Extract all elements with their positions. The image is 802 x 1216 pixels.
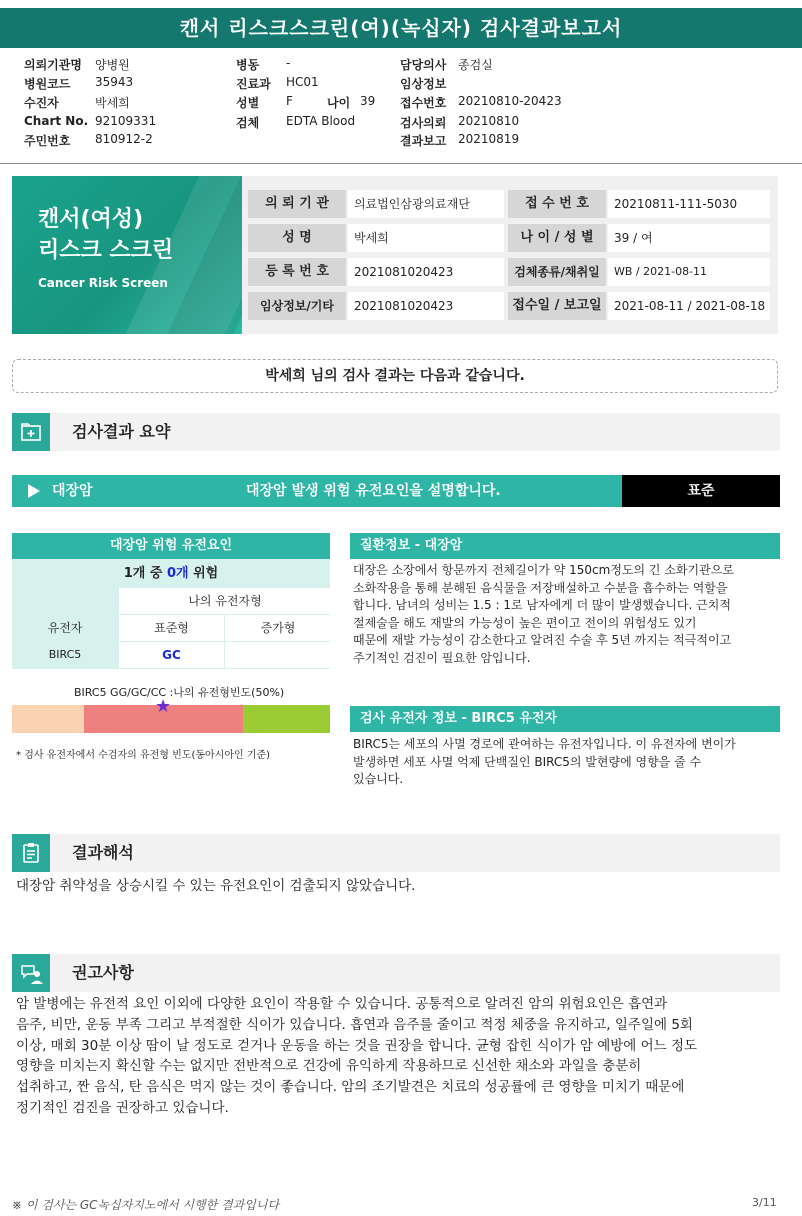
- header-value: 양병원: [95, 58, 130, 72]
- text-line: 영향을 미치는지 확신할 수는 없지만 전반적으로 건강에 유익하게 작용하므로 신선한 채소와 과일을 충분히: [16, 1058, 642, 1075]
- text-line: 섭취하고, 짠 음식, 탄 음식은 먹지 않는 것이 좋습니다. 암의 조기발견은 치료의 성공률에 큰 영향을 미치기 때문에: [16, 1079, 685, 1096]
- header-label: 임상정보: [400, 77, 447, 91]
- info-label: 등 록 번 호: [248, 258, 346, 286]
- page-number: 3/11: [752, 1196, 777, 1209]
- report-header: [0, 52, 802, 164]
- section-interpretation: [12, 834, 780, 872]
- info-value: 2021081020423: [348, 258, 504, 286]
- section-title: 결과해석: [72, 843, 134, 862]
- text-line: 암 발병에는 유전적 요인 이외에 다양한 요인이 작용할 수 있습니다. 공통적으로 알려진 암의 위험요인은 흡연과: [16, 996, 668, 1012]
- header-label: 접수번호: [400, 96, 447, 110]
- header-value: 35943: [95, 75, 134, 89]
- info-label: 성 명: [248, 224, 346, 252]
- info-value: 2021-08-11 / 2021-08-18: [608, 292, 770, 320]
- text-line: 주기적인 검진이 필요한 암입니다.: [353, 650, 531, 665]
- header-value: 39: [360, 94, 376, 108]
- info-value: 의료법인삼광의료재단: [348, 190, 504, 218]
- section-title: 검사결과 요약: [72, 422, 171, 441]
- genotype-frequency-bar: [12, 696, 330, 733]
- risk-count-value: 0개: [166, 566, 189, 581]
- consultation-icon: [12, 954, 50, 992]
- header-value: 92109331: [95, 114, 157, 128]
- header-value: 종검실: [458, 58, 493, 72]
- risk-count: [12, 561, 330, 587]
- header-value: 박세희: [95, 96, 130, 110]
- col-increase-header: 증가형: [225, 615, 331, 641]
- text-line: 때문에 재발 가능성이 감소한다고 알려진 수술 후 5년 까지는 적극적이고: [353, 633, 732, 647]
- risk-count-prefix: 1개 중: [123, 566, 163, 581]
- patient-info-table: [242, 176, 778, 334]
- cancer-result-bar: [12, 475, 780, 507]
- cancer-description: 대장암 발생 위험 유전요인을 설명합니다.: [246, 483, 501, 499]
- disease-info-header: 질환정보 - 대장암: [350, 533, 780, 559]
- header-value: EDTA Blood: [286, 114, 356, 128]
- cancer-name: 대장암: [52, 483, 93, 499]
- text-line: 발생하면 세포 사멸 억제 단백질인 BIRC5의 발현량에 영향을 줄 수: [353, 754, 702, 769]
- info-label: 접 수 번 호: [508, 190, 606, 218]
- text-line: BIRC5는 세포의 사멸 경로에 관여하는 유전자입니다. 이 유전자에 변이가: [353, 737, 736, 751]
- info-label: 접수일 / 보고일: [508, 292, 606, 320]
- info-label: 임상정보/기타: [248, 292, 346, 320]
- header-label: 담당의사: [400, 58, 447, 72]
- info-value: 20210811-111-5030: [608, 190, 770, 218]
- report-title: 캔서 리스크스크린(여)(녹십자) 검사결과보고서: [0, 8, 802, 48]
- header-label: 성별: [236, 96, 260, 110]
- section-summary: [12, 413, 780, 451]
- header-label: 수진자: [24, 96, 59, 110]
- play-arrow-icon: [28, 484, 40, 498]
- col-gene-header: 유전자: [47, 621, 83, 635]
- text-line: 이상, 매회 30분 이상 땀이 날 정도로 걷거나 운동을 하는 것을 권장을 합니다. 균형 잡힌 식이가 암 예방에 어느 정도: [16, 1037, 698, 1054]
- banner-title-line1: 캔서(여성): [38, 207, 144, 232]
- banner-english-title: Cancer Risk Screen: [38, 276, 168, 290]
- header-label: 진료과: [236, 77, 271, 91]
- info-value: WB / 2021-08-11: [608, 258, 770, 286]
- header-label: Chart No.: [24, 114, 89, 128]
- frequency-segment: [12, 705, 84, 733]
- header-value: 20210810: [458, 114, 520, 128]
- info-value: 2021081020423: [348, 292, 504, 320]
- my-genotype-header: 나의 유전자형: [119, 588, 331, 614]
- info-value: 박세희: [348, 224, 504, 252]
- clipboard-icon: [12, 834, 50, 872]
- header-label: 결과보고: [400, 134, 447, 148]
- header-value: 810912-2: [95, 132, 153, 146]
- gene-increase-cell: [225, 642, 331, 668]
- header-label: 병동: [236, 58, 260, 72]
- gene-info-body: [353, 736, 778, 789]
- folder-plus-icon: [12, 413, 50, 451]
- disease-info-body: [353, 562, 778, 667]
- genotype-frequency-label: BIRC5 GG/GC/CC :나의 유전형빈도(50%): [74, 686, 285, 699]
- header-value: 20210819: [458, 132, 520, 146]
- header-value: 20210810-20423: [458, 94, 562, 108]
- info-label: 검체종류/채취일: [508, 258, 606, 286]
- info-label: 나 이 / 성 별: [508, 224, 606, 252]
- gene-name-cell: BIRC5: [48, 648, 82, 661]
- frequency-segment: [243, 705, 330, 733]
- gene-info-header: 검사 유전자 정보 - BIRC5 유전자: [350, 706, 780, 732]
- info-value: 39 / 여: [608, 224, 770, 252]
- header-value: F: [286, 94, 293, 108]
- header-label: 나이: [327, 96, 351, 110]
- header-value: -: [286, 56, 291, 70]
- text-line: 합니다. 남녀의 성비는 1.5 : 1로 남자에게 더 많이 발생했습니다. 근치적: [353, 598, 731, 612]
- my-genotype-marker-icon: ★: [155, 696, 172, 717]
- header-label: 주민번호: [24, 134, 71, 148]
- section-recommendation: [12, 954, 780, 992]
- gene-standard-cell: GC: [119, 642, 224, 668]
- header-label: 검사의뢰: [400, 116, 447, 130]
- section-title: 권고사항: [72, 963, 134, 982]
- text-line: 음주, 비만, 운동 부족 그리고 부적절한 식이가 있습니다. 흡연과 음주를 줄이고 적정 체중을 유지하고, 일주일에 5회: [16, 1016, 693, 1033]
- text-line: 정기적인 검진을 권장하고 있습니다.: [16, 1099, 229, 1116]
- header-label: 의뢰기관명: [24, 58, 82, 72]
- risk-count-suffix: 위험: [193, 566, 219, 581]
- recommendation-text: [16, 994, 780, 1119]
- text-line: 절제술을 해도 재발의 가능성이 높은 편이고 전이의 위험성도 있기: [353, 615, 697, 630]
- gene-table-header: 대장암 위험 유전요인: [12, 533, 330, 559]
- interpretation-text: 대장암 취약성을 상승시킬 수 있는 유전요인이 검출되지 않았습니다.: [16, 878, 416, 894]
- text-line: 소화작용을 통해 분해된 음식물을 저장배설하고 수분을 흡수하는 역할을: [353, 580, 728, 595]
- frequency-footnote: * 검사 유전자에서 수검자의 유전형 빈도(동아시아인 기준): [16, 750, 271, 761]
- header-value: HC01: [286, 75, 319, 89]
- gene-table: [12, 559, 330, 669]
- footer-note: ※ 이 검사는 GC녹십자지노에서 시행한 결과입니다: [12, 1198, 280, 1212]
- banner-title-line2: 리스크 스크린: [38, 238, 174, 263]
- product-banner: [12, 176, 242, 334]
- header-label: 검체: [236, 116, 260, 130]
- risk-level-badge: 표준: [622, 475, 780, 507]
- text-line: 대장은 소장에서 항문까지 전체길이가 약 150cm정도의 긴 소화기관으로: [353, 563, 734, 577]
- col-standard-header: 표준형: [119, 615, 224, 641]
- text-line: 있습니다.: [353, 772, 404, 786]
- result-notice: 박세희 님의 검사 결과는 다음과 같습니다.: [12, 359, 778, 393]
- header-label: 병원코드: [24, 77, 71, 91]
- info-label: 의 뢰 기 관: [248, 190, 346, 218]
